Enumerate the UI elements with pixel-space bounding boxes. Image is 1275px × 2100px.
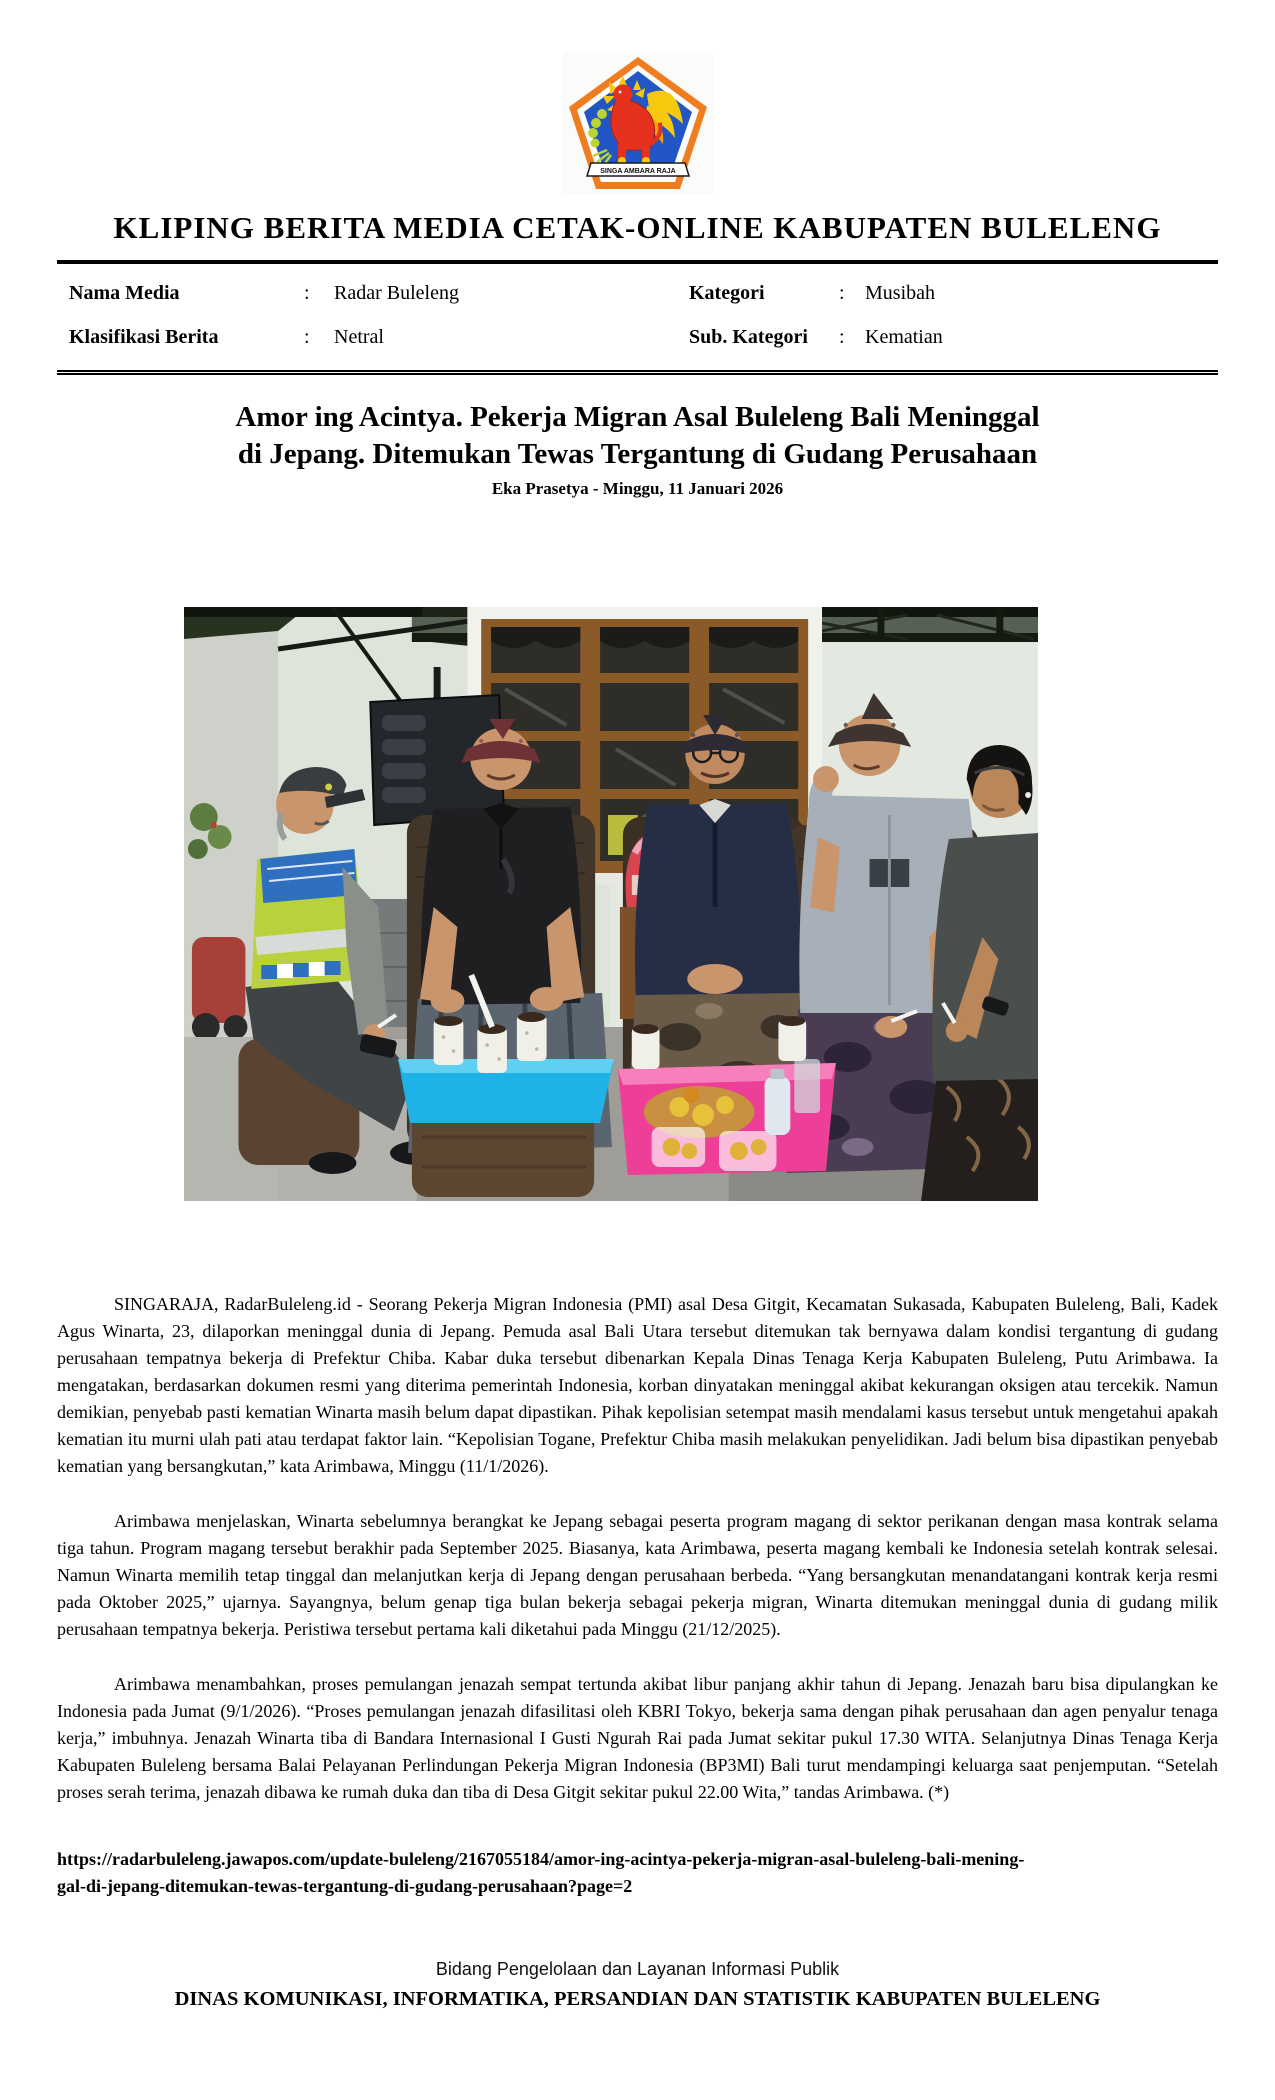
meta-nama-media <box>69 280 659 306</box>
meta-kategori <box>659 280 1208 306</box>
buleleng-crest-logo <box>563 52 713 194</box>
source-url-line: https://radarbuleleng.jawapos.com/update-buleleng/2167055184/amor-ing-acintya-pekerja-migran-asal-buleleng-bali-mening- <box>57 1849 1025 1869</box>
meta-colon: : <box>304 282 310 304</box>
mourning-visit-photo-illustration <box>184 607 1038 1201</box>
article-photo <box>184 607 1038 1201</box>
article-paragraph: SINGARAJA, RadarBuleleng.id - Seorang Pekerja Migran Indonesia (PMI) asal Desa Gitgit, Kecamatan Sukasada, Kabupaten Buleleng, Bali, Kadek Agus Winarta, 23, dilaporkan meninggal dunia di Jepang. Pemuda asal Bali Utara tersebut ditemukan tak bernyawa dalam kondisi tergantung di gudang perusahaan tempatnya bekerja di Prefektur Chiba. Kabar duka tersebut dibenarkan Kepala Dinas Tenaga Kerja Kabupaten Buleleng, Putu Arimbawa. Ia mengatakan, berdasarkan dokumen resmi yang diterima pemerintah Indonesia, korban dinyatakan meninggal akibat kekurangan oksigen atau tercekik. Namun demikian, penyebab pasti kematian Winarta masih belum dapat dipastikan. Pihak kepolisian setempat masih mendalami kasus tersebut untuk mengetahui apakah kematian itu murni ulah pati atau terdapat faktor lain. “Kepolisian Togane, Prefektur Chiba masih melakukan penyelidikan. Jadi belum bisa dipastikan penyebab kematian yang bersangkutan,” kata Arimbawa, Minggu (11/1/2026). <box>57 1294 1218 1476</box>
headline-line: di Jepang. Ditemukan Tewas Tergantung di Gudang Perusahaan <box>237 438 1038 470</box>
meta-value: Musibah <box>865 282 935 304</box>
meta-label: Nama Media <box>69 282 180 304</box>
meta-colon: : <box>839 326 845 348</box>
meta-colon: : <box>304 326 310 348</box>
meta-label: Kategori <box>689 282 765 304</box>
article-paragraph: Arimbawa menjelaskan, Winarta sebelumnya berangkat ke Jepang sebagai peserta program magang di sektor perikanan dengan masa kontrak selama tiga tahun. Program magang tersebut berakhir pada September 2025. Biasanya, kata Arimbawa, peserta magang kembali ke Indonesia setelah kontrak selesai. Namun Winarta memilih tetap tinggal dan melanjutkan kerja di Jepang dengan perusahaan berbeda. “Yang bersangkutan menandatangani kontrak kerja resmi pada Oktober 2025,” ujarnya. Sayangnya, belum genap tiga bulan bekerja sebagai pekerja migran, Winarta ditemukan meninggal dunia di gudang milik perusahaan tempatnya bekerja. Peristiwa tersebut pertama kali diketahui pada Minggu (21/12/2025). <box>57 1511 1218 1639</box>
crest-banner-text: SINGA AMBARA RAJA <box>599 168 676 175</box>
media-metadata <box>57 264 1218 370</box>
meta-value: Radar Buleleng <box>334 282 459 304</box>
meta-klasifikasi-berita <box>69 324 659 350</box>
article-paragraph: Arimbawa menambahkan, proses pemulangan jenazah sempat tertunda akibat libur panjang akhir tahun di Jepang. Jenazah baru bisa dipulangkan ke Indonesia pada Jumat (9/1/2026). “Proses pemulangan jenazah difasilitasi oleh KBRI Tokyo, bekerja sama dengan pihak perusahaan dan agen penyalur tenaga kerja,” imbuhnya. Jenazah Winarta tiba di Bandara Internasional I Gusti Ngurah Rai pada Jumat sekitar pukul 17.30 WITA. Selanjutnya Dinas Tenaga Kerja Kabupaten Buleleng bersama Balai Pelayanan Perlindungan Pekerja Migran Indonesia (BP3MI) Bali turut mendampingi keluarga saat penjemputan. “Setelah proses serah terima, jenazah dibawa ke rumah duka dan tiba di Desa Gitgit sekitar pukul 22.00 Wita,” tandas Arimbawa. (*) <box>57 1674 1218 1802</box>
document-title: KLIPING BERITA MEDIA CETAK-ONLINE KABUPATEN BULELENG <box>113 210 1162 245</box>
meta-sub-kategori <box>659 324 1208 350</box>
meta-label: Klasifikasi Berita <box>69 326 219 348</box>
news-article <box>0 399 1275 1900</box>
footer-division: Bidang Pengelolaan dan Layanan Informasi Publik <box>435 1959 840 1979</box>
meta-value: Kematian <box>865 326 943 348</box>
meta-label: Sub. Kategori <box>689 326 808 348</box>
source-url-line: gal-di-jepang-ditemukan-tewas-tergantung-di-gudang-perusahaan?page=2 <box>57 1876 633 1896</box>
article-headline <box>40 399 1235 473</box>
meta-value: Netral <box>334 326 384 348</box>
singa-ambara-raja-crest-icon <box>563 52 713 194</box>
source-url-link[interactable] <box>57 1846 1218 1900</box>
footer-agency: DINAS KOMUNIKASI, INFORMATIKA, PERSANDIAN DAN STATISTIK KABUPATEN BULELENG <box>174 1988 1101 2010</box>
headline-line: Amor ing Acintya. Pekerja Migran Asal Buleleng Bali Meninggal <box>235 401 1040 433</box>
metadata-rule <box>57 370 1218 375</box>
meta-colon: : <box>839 282 845 304</box>
article-byline: Eka Prasetya - Minggu, 11 Januari 2026 <box>491 479 784 498</box>
document-footer <box>0 1957 1275 2012</box>
